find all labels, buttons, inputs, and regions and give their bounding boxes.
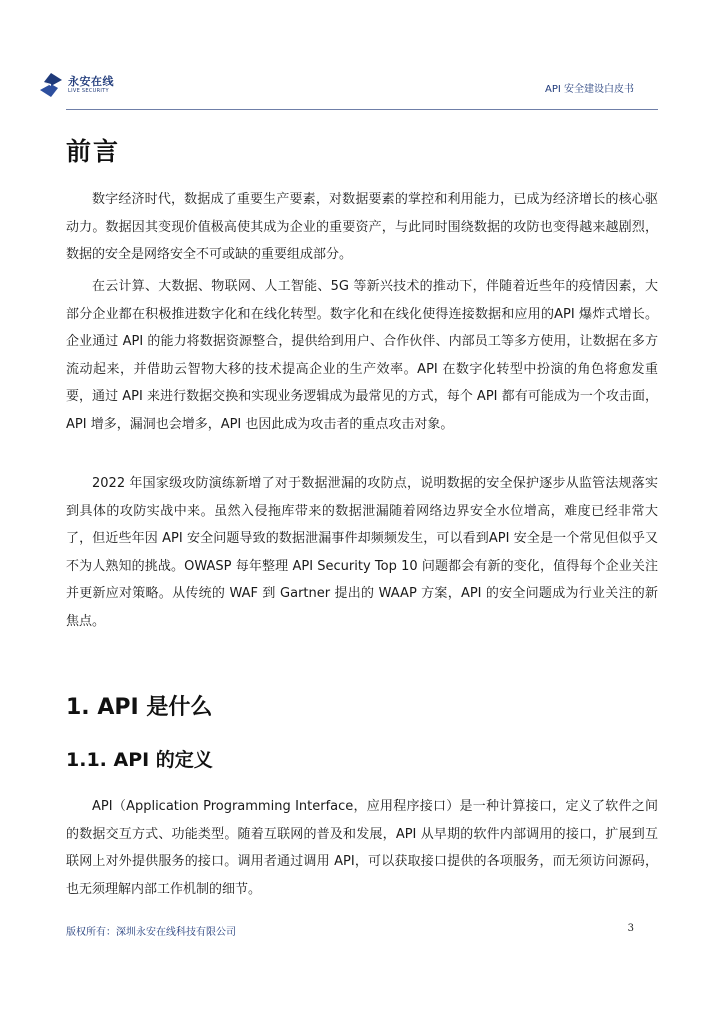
logo-mark-icon <box>38 72 64 98</box>
page-header <box>38 70 634 104</box>
document-title: API 安全建设白皮书 <box>545 84 634 95</box>
preface-paragraph-3: 2022 年国家级攻防演练新增了对于数据泄漏的攻防点，说明数据的安全保护逐步从监管法规落实到具体的攻防实战中来。虽然入侵拖库带来的数据泄漏随着网络边界安全水位增高，难度已经非常大了，但近些年因 API 安全问题导致的数据泄漏事件却频频发生，可以看到API 安全是一个常见但似乎又不为人熟知的挑战。OWASP 每年整理 API Security Top 10 问题都会有新的变化，值得每个企业关注并更新应对策略。从传统的 WAF 到 Gartner 提出的 WAAP 方案，API 的安全问题成为行业关注的新焦点。 <box>66 476 658 629</box>
preface-paragraph-1: 数字经济时代，数据成了重要生产要素，对数据要素的掌控和利用能力，已成为经济增长的核心驱动力。数据因其变现价值极高使其成为企业的重要资产，与此同时围绕数据的攻防也变得越来越剧烈，数据的安全是网络安全不可或缺的重要组成部分。 <box>66 192 658 262</box>
footer-copyright: 版权所有：深圳永安在线科技有限公司 <box>66 927 236 938</box>
header-divider <box>66 109 658 110</box>
company-logo <box>38 72 114 98</box>
section-heading-1: 1. API 是什么 <box>66 695 213 720</box>
api-definition-paragraph: API（Application Programming Interface，应用程序接口）是一种计算接口，定义了软件之间的数据交互方式、功能类型。随着互联网的普及和发展，API 从早期的软件内部调用的接口，扩展到互联网上对外提供服务的接口。调用者通过调用 API，可以获取接口提供的各项服务，而无须访问源码，也无须理解内部工作机制的细节。 <box>66 799 658 897</box>
page-number: 3 <box>627 923 634 934</box>
preface-paragraph-2: 在云计算、大数据、物联网、人工智能、5G 等新兴技术的推动下，伴随着近些年的疫情因素，大部分企业都在积极推进数字化和在线化转型。数字化和在线化使得连接数据和应用的API 爆炸式增长。企业通过 API 的能力将数据资源整合，提供给到用户、合作伙伴、内部员工等多方使用，让数据在多方流动起来，并借助云智物大移的技术提高企业的生产效率。API 在数字化转型中扮演的角色将愈发重要，通过 API 来进行数据交换和实现业务逻辑成为最常见的方式，每个 API 都有可能成为一个攻击面，API 增多，漏洞也会增多，API 也因此成为攻击者的重点攻击对象。 <box>66 279 658 432</box>
logo-english-text: LIVE SECURITY <box>68 88 109 94</box>
subsection-heading-1-1: 1.1. API 的定义 <box>66 749 213 771</box>
preface-heading: 前言 <box>66 137 121 166</box>
logo-chinese-text: 永安在线 <box>68 75 114 88</box>
